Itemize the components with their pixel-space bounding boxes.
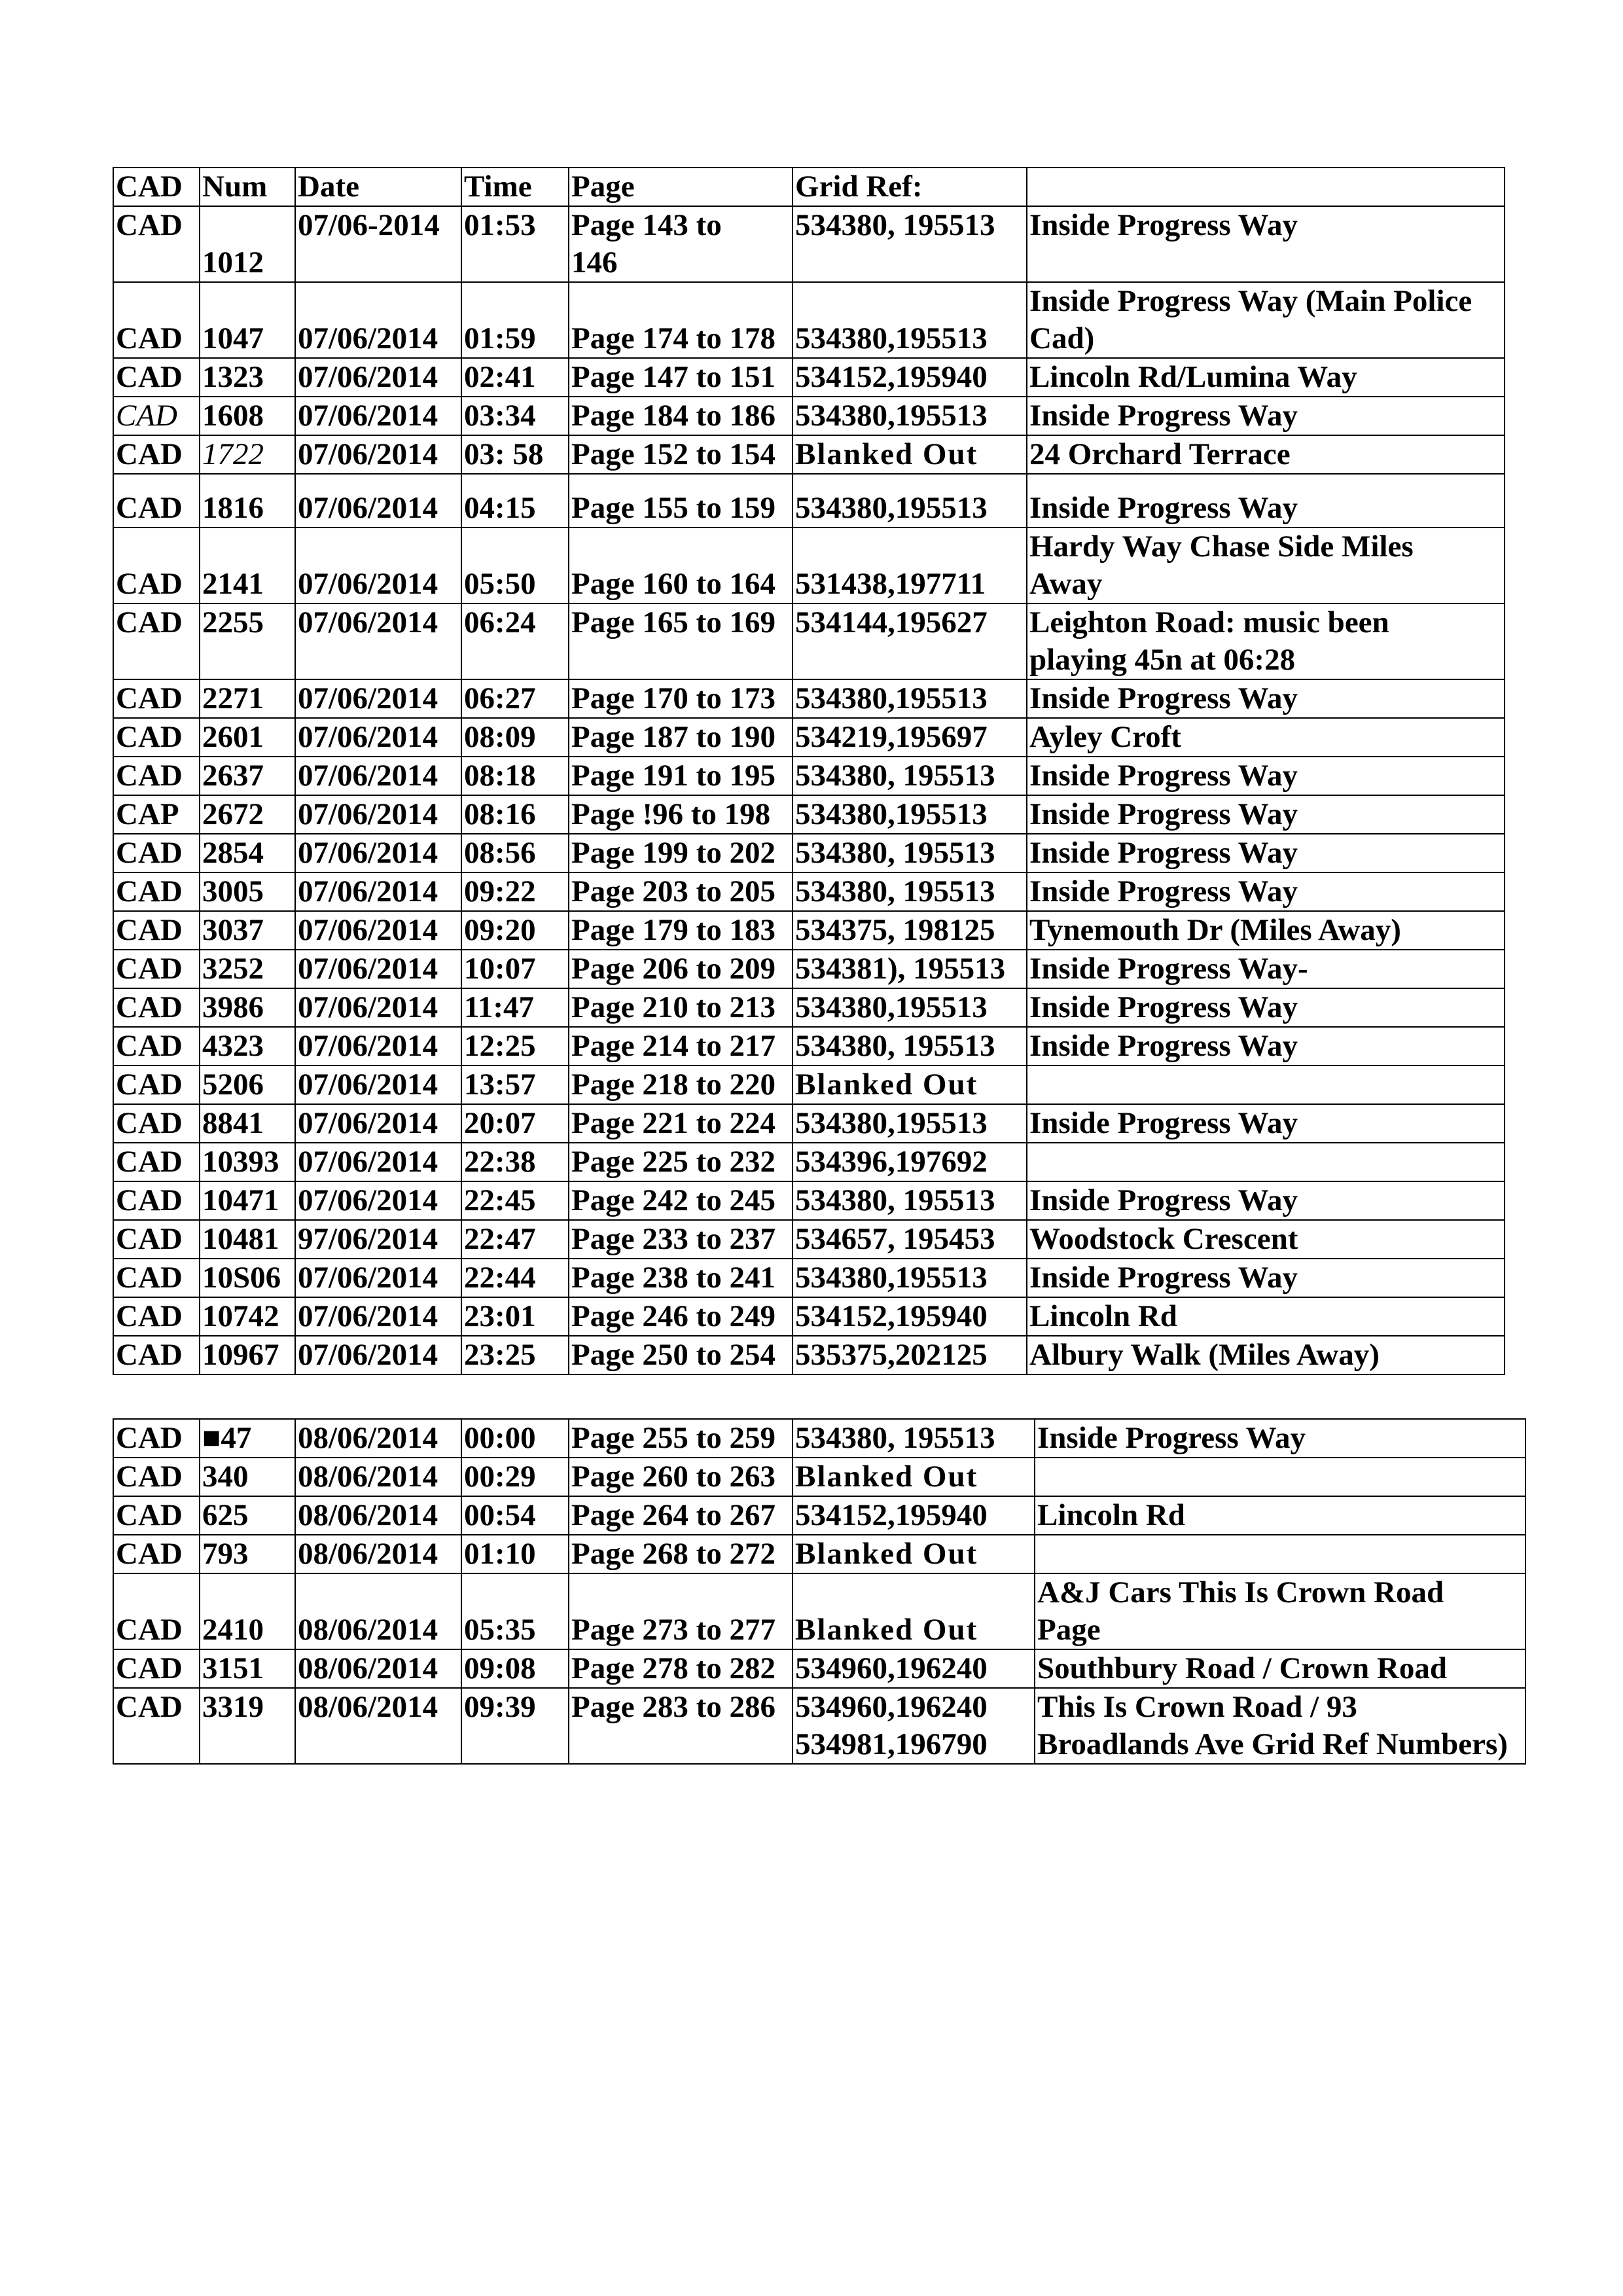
- cell-location: Inside Progress Way: [1027, 1181, 1505, 1220]
- cell-time: 09:22: [461, 872, 569, 911]
- header-page: Page: [569, 168, 793, 206]
- cell-time: 09:08: [461, 1649, 569, 1688]
- cell-num: 625: [200, 1496, 295, 1535]
- cell-page: Page 210 to 213: [569, 988, 793, 1027]
- cell-time: 01:59: [461, 282, 569, 358]
- cell-num: 1816: [200, 474, 295, 528]
- table-row: [113, 1066, 1505, 1104]
- cell-time: 08:16: [461, 795, 569, 834]
- table-row: [113, 1573, 1525, 1649]
- cell-date: 08/06/2014: [295, 1419, 461, 1458]
- cell-location: Inside Progress Way: [1027, 206, 1505, 282]
- cell-cad: CAD: [113, 911, 200, 950]
- header-num: Num: [200, 168, 295, 206]
- cell-location: Ayley Croft: [1027, 718, 1505, 757]
- cell-grid-ref: 534380, 195513: [793, 1027, 1027, 1066]
- cell-page: Page 214 to 217: [569, 1027, 793, 1066]
- cell-grid-ref: 534380, 195513: [793, 757, 1027, 795]
- cell-location: [1035, 1458, 1525, 1496]
- cell-num: 10481: [200, 1220, 295, 1259]
- cell-time: 05:50: [461, 528, 569, 603]
- cell-page: Page 246 to 249: [569, 1297, 793, 1336]
- cell-location-line: Leighton Road: music been: [1029, 605, 1389, 639]
- cell-page: Page 255 to 259: [569, 1419, 793, 1458]
- table-row: [113, 1496, 1525, 1535]
- cell-cad: CAD: [113, 1027, 200, 1066]
- cell-location: Woodstock Crescent: [1027, 1220, 1505, 1259]
- cell-date: 07/06/2014: [295, 1143, 461, 1181]
- cell-location: [1027, 1143, 1505, 1181]
- cell-location: Southbury Road / Crown Road: [1035, 1649, 1525, 1688]
- cell-location: Lincoln Rd/Lumina Way: [1027, 358, 1505, 397]
- header-time: Time: [461, 168, 569, 206]
- cell-date: 07/06/2014: [295, 1066, 461, 1104]
- cell-page: Page 147 to 151: [569, 358, 793, 397]
- cell-grid-ref: 534380, 195513: [793, 206, 1027, 282]
- cell-date: 08/06/2014: [295, 1688, 461, 1764]
- cell-date: 07/06/2014: [295, 1104, 461, 1143]
- cell-cad: CAD: [113, 1297, 200, 1336]
- cell-date: 07/06/2014: [295, 834, 461, 872]
- cell-cad: CAD: [113, 1649, 200, 1688]
- cell-page: Page 238 to 241: [569, 1259, 793, 1297]
- cell-num: 10471: [200, 1181, 295, 1220]
- cell-cad: CAD: [113, 834, 200, 872]
- cell-num: 3986: [200, 988, 295, 1027]
- cell-time: 10:07: [461, 950, 569, 988]
- cad-log-table-07-06: [113, 167, 1505, 1375]
- cell-page: Page 250 to 254: [569, 1336, 793, 1374]
- cell-num: 1047: [200, 282, 295, 358]
- cell-location: [1027, 603, 1505, 679]
- cell-num: 4323: [200, 1027, 295, 1066]
- cell-cad: CAD: [113, 397, 200, 435]
- table-header-row: [113, 168, 1505, 206]
- cell-cad: CAD: [113, 474, 200, 528]
- cell-date: 07/06/2014: [295, 911, 461, 950]
- cell-date: 07/06/2014: [295, 950, 461, 988]
- cell-time: 02:41: [461, 358, 569, 397]
- cell-grid-ref: 534152,195940: [793, 358, 1027, 397]
- cell-location-line: Broadlands Ave Grid Ref Numbers): [1037, 1727, 1508, 1761]
- cell-num: 10393: [200, 1143, 295, 1181]
- cell-grid-ref: 534380,195513: [793, 795, 1027, 834]
- cell-page: Page 206 to 209: [569, 950, 793, 988]
- cell-num: 3151: [200, 1649, 295, 1688]
- cell-cad: CAP: [113, 795, 200, 834]
- cell-cad: CAD: [113, 757, 200, 795]
- cell-time: 00:54: [461, 1496, 569, 1535]
- cell-location: Albury Walk (Miles Away): [1027, 1336, 1505, 1374]
- cell-page: Page 199 to 202: [569, 834, 793, 872]
- cell-time: 22:47: [461, 1220, 569, 1259]
- cell-date: 07/06/2014: [295, 1336, 461, 1374]
- cell-date: 07/06/2014: [295, 435, 461, 474]
- cell-time: 11:47: [461, 988, 569, 1027]
- cell-grid-ref: 534152,195940: [793, 1297, 1027, 1336]
- header-location: [1027, 168, 1505, 206]
- cell-date: 07/06/2014: [295, 1181, 461, 1220]
- table-row: [113, 1458, 1525, 1496]
- cell-cad: CAD: [113, 1573, 200, 1649]
- cell-grid-ref: 534380,195513: [793, 988, 1027, 1027]
- cell-time: 05:35: [461, 1573, 569, 1649]
- cell-location: [1027, 528, 1505, 603]
- table-row: [113, 757, 1505, 795]
- cell-grid-ref-line: 534981,196790: [795, 1727, 988, 1761]
- cell-time: 08:18: [461, 757, 569, 795]
- table-row: [113, 950, 1505, 988]
- cell-page: Page 187 to 190: [569, 718, 793, 757]
- cell-date: 07/06/2014: [295, 679, 461, 718]
- cell-location: Inside Progress Way: [1027, 397, 1505, 435]
- cad-log-table-08-06: [113, 1418, 1526, 1765]
- cell-date: 08/06/2014: [295, 1649, 461, 1688]
- cell-cad: CAD: [113, 1496, 200, 1535]
- cell-num: 10742: [200, 1297, 295, 1336]
- cell-date: 07/06/2014: [295, 282, 461, 358]
- cell-grid-ref-line: 534960,196240: [795, 1690, 988, 1724]
- table-row: [113, 282, 1505, 358]
- cell-location-line: playing 45n at 06:28: [1029, 643, 1296, 677]
- cell-time: 22:44: [461, 1259, 569, 1297]
- cell-page: Page 174 to 178: [569, 282, 793, 358]
- cell-time: 09:20: [461, 911, 569, 950]
- cell-num: 2854: [200, 834, 295, 872]
- cell-date: 07/06/2014: [295, 358, 461, 397]
- cell-date: 07/06/2014: [295, 1259, 461, 1297]
- cell-num: 2672: [200, 795, 295, 834]
- cell-page: Page 221 to 224: [569, 1104, 793, 1143]
- table-row: [113, 1649, 1525, 1688]
- cell-num: 2637: [200, 757, 295, 795]
- cell-cad: CAD: [113, 528, 200, 603]
- cell-grid-ref: 534375, 198125: [793, 911, 1027, 950]
- cell-location: Tynemouth Dr (Miles Away): [1027, 911, 1505, 950]
- cell-location: Lincoln Rd: [1035, 1496, 1525, 1535]
- cell-date: 07/06/2014: [295, 397, 461, 435]
- cell-location-line: Cad): [1029, 321, 1095, 355]
- cell-num: 1323: [200, 358, 295, 397]
- cell-num: 8841: [200, 1104, 295, 1143]
- cell-page: Page 268 to 272: [569, 1535, 793, 1573]
- cell-page: Page 170 to 173: [569, 679, 793, 718]
- cell-location-line: Hardy Way Chase Side Miles: [1029, 529, 1414, 564]
- table-row: [113, 911, 1505, 950]
- cell-page: Page 160 to 164: [569, 528, 793, 603]
- cell-cad: CAD: [113, 1104, 200, 1143]
- cell-time: 06:27: [461, 679, 569, 718]
- cell-time: 00:00: [461, 1419, 569, 1458]
- header-cad: CAD: [113, 168, 200, 206]
- table-row: [113, 206, 1505, 282]
- cell-location: [1027, 282, 1505, 358]
- cell-location: Lincoln Rd: [1027, 1297, 1505, 1336]
- cell-page: Page 233 to 237: [569, 1220, 793, 1259]
- cell-location: 24 Orchard Terrace: [1027, 435, 1505, 474]
- table-row: [113, 1259, 1505, 1297]
- cell-cad: CAD: [113, 603, 200, 679]
- cell-cad: CAD: [113, 1066, 200, 1104]
- cell-num: 793: [200, 1535, 295, 1573]
- table-row: [113, 397, 1505, 435]
- cell-num: ■47: [200, 1419, 295, 1458]
- cell-time: 01:53: [461, 206, 569, 282]
- cell-grid-ref: 535375,202125: [793, 1336, 1027, 1374]
- table-row: [113, 718, 1505, 757]
- cell-location-line: This Is Crown Road / 93: [1037, 1690, 1357, 1724]
- cell-page: Page 203 to 205: [569, 872, 793, 911]
- cell-location: Inside Progress Way: [1027, 872, 1505, 911]
- cell-num: 1722: [200, 435, 295, 474]
- table-row: [113, 1419, 1525, 1458]
- cell-time: 08:56: [461, 834, 569, 872]
- cell-grid-ref: 534219,195697: [793, 718, 1027, 757]
- cell-cad: CAD: [113, 206, 200, 282]
- cell-grid-ref: 534380, 195513: [793, 872, 1027, 911]
- cell-time: 06:24: [461, 603, 569, 679]
- cell-date: 07/06/2014: [295, 795, 461, 834]
- table-row: [113, 1688, 1525, 1764]
- cell-time: 23:01: [461, 1297, 569, 1336]
- cell-cad: CAD: [113, 1143, 200, 1181]
- cell-page: Page 273 to 277: [569, 1573, 793, 1649]
- cell-page: [569, 206, 793, 282]
- table-row: [113, 474, 1505, 528]
- cell-cad: CAD: [113, 1336, 200, 1374]
- cell-date: 08/06/2014: [295, 1496, 461, 1535]
- cell-num: 340: [200, 1458, 295, 1496]
- cell-num: 3037: [200, 911, 295, 950]
- cell-num: 1012: [200, 206, 295, 282]
- cell-cad: CAD: [113, 988, 200, 1027]
- cell-page: Page 218 to 220: [569, 1066, 793, 1104]
- cell-grid-ref: 534380, 195513: [793, 1419, 1035, 1458]
- cell-grid-ref: 534380,195513: [793, 1104, 1027, 1143]
- cell-grid-ref: Blanked Out: [793, 1535, 1035, 1573]
- cell-page: Page 278 to 282: [569, 1649, 793, 1688]
- cell-date: 07/06/2014: [295, 1297, 461, 1336]
- cell-time: 00:29: [461, 1458, 569, 1496]
- cell-cad: CAD: [113, 872, 200, 911]
- cell-cad: CAD: [113, 1220, 200, 1259]
- cell-page: Page 184 to 186: [569, 397, 793, 435]
- cell-location-line: A&J Cars This Is Crown Road: [1037, 1575, 1444, 1609]
- cell-grid-ref: 534960,196240: [793, 1649, 1035, 1688]
- cell-cad: CAD: [113, 1458, 200, 1496]
- cell-page-line: Page 143 to: [571, 208, 722, 242]
- table-row: [113, 1297, 1505, 1336]
- cell-location-line: Inside Progress Way (Main Police: [1029, 284, 1472, 318]
- cell-grid-ref: 534380,195513: [793, 397, 1027, 435]
- cell-location: Inside Progress Way: [1027, 757, 1505, 795]
- cell-num: 3252: [200, 950, 295, 988]
- table-row: [113, 1535, 1525, 1573]
- cell-date: 97/06/2014: [295, 1220, 461, 1259]
- cell-time: 03: 58: [461, 435, 569, 474]
- cell-cad: CAD: [113, 950, 200, 988]
- cell-num: 2255: [200, 603, 295, 679]
- cell-time: 23:25: [461, 1336, 569, 1374]
- cell-grid-ref: 534144,195627: [793, 603, 1027, 679]
- cell-grid-ref: 534380,195513: [793, 679, 1027, 718]
- cell-num: 3319: [200, 1688, 295, 1764]
- cell-cad: CAD: [113, 1688, 200, 1764]
- cell-grid-ref: 534380, 195513: [793, 834, 1027, 872]
- cell-time: 01:10: [461, 1535, 569, 1573]
- cell-page: Page 260 to 263: [569, 1458, 793, 1496]
- cell-date: 07/06/2014: [295, 474, 461, 528]
- cell-page: Page 179 to 183: [569, 911, 793, 950]
- cell-cad: CAD: [113, 1535, 200, 1573]
- cell-location: [1035, 1573, 1525, 1649]
- cell-location-line: Away: [1029, 567, 1103, 601]
- cell-num: 3005: [200, 872, 295, 911]
- cell-location: Inside Progress Way: [1035, 1419, 1525, 1458]
- cell-num: 1608: [200, 397, 295, 435]
- cell-cad: CAD: [113, 718, 200, 757]
- table-row: [113, 1104, 1505, 1143]
- cell-date: 07/06/2014: [295, 872, 461, 911]
- cell-grid-ref: 534396,197692: [793, 1143, 1027, 1181]
- cell-time: 22:45: [461, 1181, 569, 1220]
- cell-cad: CAD: [113, 358, 200, 397]
- cell-location: Inside Progress Way: [1027, 988, 1505, 1027]
- cell-num: 2410: [200, 1573, 295, 1649]
- table-row: [113, 1220, 1505, 1259]
- cell-grid-ref: Blanked Out: [793, 1066, 1027, 1104]
- cell-location: Inside Progress Way: [1027, 834, 1505, 872]
- cell-time: 13:57: [461, 1066, 569, 1104]
- cell-page: Page 264 to 267: [569, 1496, 793, 1535]
- table-row: [113, 795, 1505, 834]
- cell-time: 04:15: [461, 474, 569, 528]
- cell-date: 07/06/2014: [295, 603, 461, 679]
- cell-location: Inside Progress Way: [1027, 1104, 1505, 1143]
- cell-location: Inside Progress Way-: [1027, 950, 1505, 988]
- table-row: [113, 603, 1505, 679]
- cell-grid-ref: Blanked Out: [793, 435, 1027, 474]
- cell-grid-ref: 534380,195513: [793, 282, 1027, 358]
- cell-date: 08/06/2014: [295, 1535, 461, 1573]
- cell-page: Page !96 to 198: [569, 795, 793, 834]
- cell-location: [1035, 1688, 1525, 1764]
- table-row: [113, 1143, 1505, 1181]
- cell-num: 10S06: [200, 1259, 295, 1297]
- table-row: [113, 834, 1505, 872]
- cell-grid-ref: Blanked Out: [793, 1458, 1035, 1496]
- cell-page: Page 225 to 232: [569, 1143, 793, 1181]
- cell-location: Inside Progress Way: [1027, 474, 1505, 528]
- cell-grid-ref: 534152,195940: [793, 1496, 1035, 1535]
- cell-num: 2141: [200, 528, 295, 603]
- header-date: Date: [295, 168, 461, 206]
- table-row: [113, 1336, 1505, 1374]
- cell-grid-ref: 534380, 195513: [793, 1181, 1027, 1220]
- table-row: [113, 679, 1505, 718]
- cell-grid-ref: 534380,195513: [793, 474, 1027, 528]
- cell-date: 07/06/2014: [295, 757, 461, 795]
- table-row: [113, 1027, 1505, 1066]
- cell-time: 03:34: [461, 397, 569, 435]
- cell-page: Page 191 to 195: [569, 757, 793, 795]
- cell-location: Inside Progress Way: [1027, 1259, 1505, 1297]
- cell-page: Page 152 to 154: [569, 435, 793, 474]
- cell-time: 20:07: [461, 1104, 569, 1143]
- cell-num: 2271: [200, 679, 295, 718]
- cell-grid-ref: 534657, 195453: [793, 1220, 1027, 1259]
- cell-cad: CAD: [113, 1181, 200, 1220]
- cell-location: Inside Progress Way: [1027, 1027, 1505, 1066]
- cell-cad: CAD: [113, 679, 200, 718]
- cell-grid-ref: 534381), 195513: [793, 950, 1027, 988]
- cell-cad: CAD: [113, 282, 200, 358]
- cell-location: [1035, 1535, 1525, 1573]
- cell-num: 2601: [200, 718, 295, 757]
- header-grid-ref: Grid Ref:: [793, 168, 1027, 206]
- cell-page: Page 165 to 169: [569, 603, 793, 679]
- cell-grid-ref: 534380,195513: [793, 1259, 1027, 1297]
- cell-location: [1027, 1066, 1505, 1104]
- cell-location-line: Page: [1037, 1613, 1101, 1647]
- cell-date: 07/06/2014: [295, 988, 461, 1027]
- cell-grid-ref: 531438,197711: [793, 528, 1027, 603]
- cell-time: 12:25: [461, 1027, 569, 1066]
- cell-num: 5206: [200, 1066, 295, 1104]
- cell-time: 08:09: [461, 718, 569, 757]
- cell-grid-ref: [793, 1688, 1035, 1764]
- cell-location: Inside Progress Way: [1027, 679, 1505, 718]
- cell-date: 08/06/2014: [295, 1573, 461, 1649]
- cell-date: 07/06-2014: [295, 206, 461, 282]
- cell-page: Page 242 to 245: [569, 1181, 793, 1220]
- table-row: [113, 528, 1505, 603]
- table-row: [113, 358, 1505, 397]
- cell-num: 10967: [200, 1336, 295, 1374]
- cell-time: 22:38: [461, 1143, 569, 1181]
- table-row: [113, 872, 1505, 911]
- cell-page: Page 283 to 286: [569, 1688, 793, 1764]
- table-row: [113, 435, 1505, 474]
- cell-cad: CAD: [113, 1259, 200, 1297]
- cell-date: 07/06/2014: [295, 1027, 461, 1066]
- table-row: [113, 1181, 1505, 1220]
- cell-date: 07/06/2014: [295, 718, 461, 757]
- cell-time: 09:39: [461, 1688, 569, 1764]
- cell-date: 07/06/2014: [295, 528, 461, 603]
- cell-location: Inside Progress Way: [1027, 795, 1505, 834]
- cell-cad: CAD: [113, 1419, 200, 1458]
- cell-page: Page 155 to 159: [569, 474, 793, 528]
- cell-grid-ref: Blanked Out: [793, 1573, 1035, 1649]
- table-row: [113, 988, 1505, 1027]
- cell-page-line: 146: [571, 245, 618, 279]
- cell-date: 08/06/2014: [295, 1458, 461, 1496]
- cell-cad: CAD: [113, 435, 200, 474]
